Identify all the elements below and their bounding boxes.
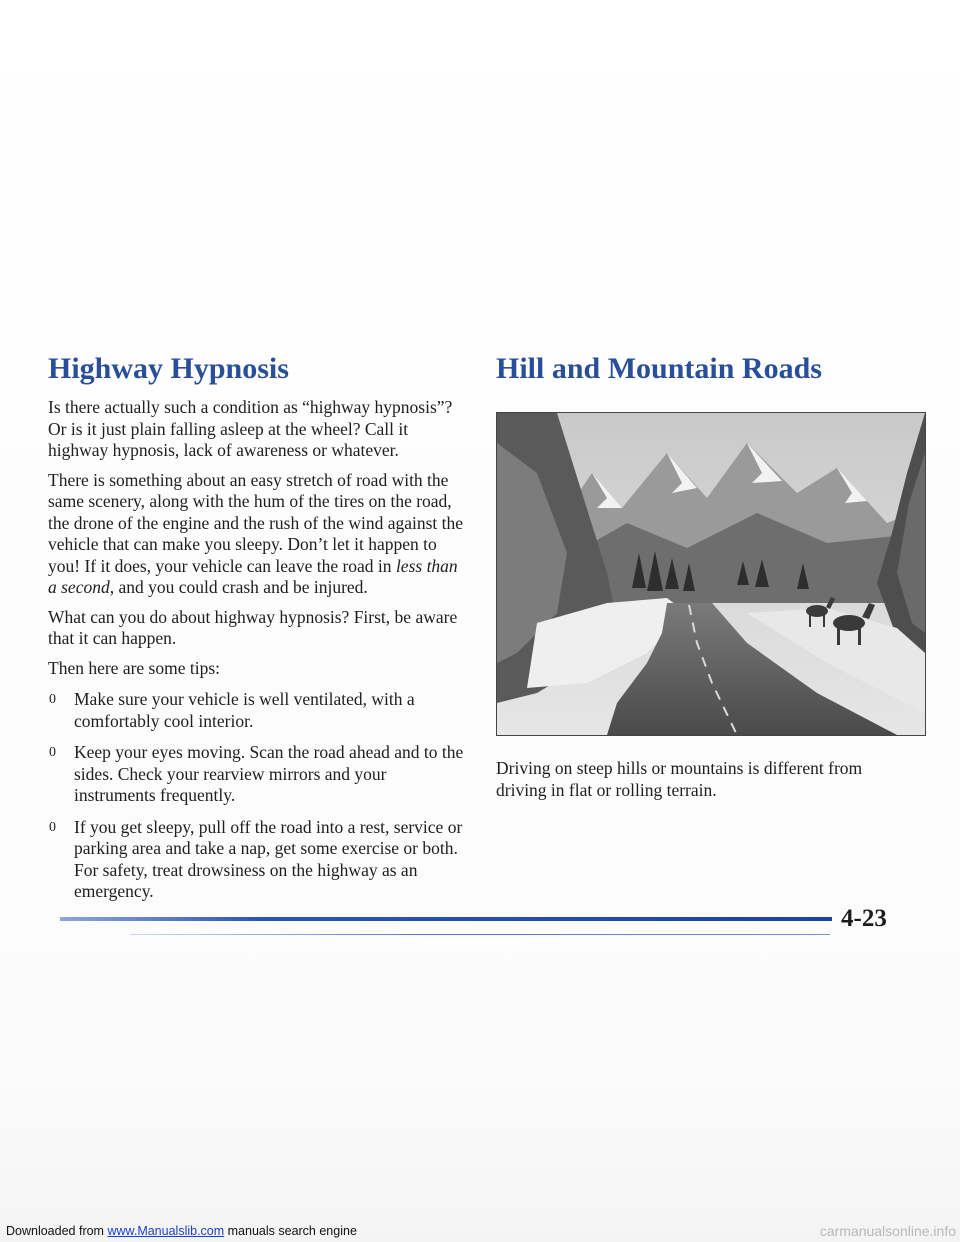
watermark-site: carmanualsonline.info: [819, 1223, 956, 1239]
watermark-downloaded-from: [6, 1221, 357, 1242]
tips-list: [48, 689, 468, 903]
scenery-paragraph-end: , and you could crash and be injured.: [109, 577, 368, 597]
highway-hypnosis-section: [48, 352, 468, 913]
list-item: [48, 689, 468, 732]
footer-rule-secondary: [130, 934, 830, 935]
manualslib-link[interactable]: www.Manualslib.com: [107, 1224, 225, 1238]
emphasis-less-than-a-second: less than a second: [48, 555, 458, 597]
awareness-paragraph: What can you do about highway hypnosis? First, be aware that it can happen.: [48, 606, 458, 648]
watermark-bar: [0, 1221, 960, 1242]
hill-mountain-section: [496, 352, 926, 801]
tip-text: Make sure your vehicle is well ventilated, with a comfortably cool interior.: [74, 689, 415, 731]
hill-mountain-caption: Driving on steep hills or mountains is different from driving in flat or rolling terrain.: [496, 758, 863, 800]
list-item: [48, 742, 468, 807]
section-title-hill-mountain-roads: Hill and Mountain Roads: [496, 352, 822, 385]
bullet-marker: 0: [49, 745, 56, 760]
list-item: [48, 817, 468, 903]
mountain-road-illustration: [496, 412, 926, 736]
watermark-suffix: manuals search engine: [224, 1224, 357, 1238]
page-number: 4-23: [841, 905, 887, 932]
bullet-marker: 0: [49, 692, 56, 707]
section-title-highway-hypnosis: Highway Hypnosis: [48, 352, 289, 385]
scenery-paragraph-start: There is something about an easy stretch of road with the same scenery, along with the hum of the tires on the road, the drone of the engine and the rush of the wind against the vehicle that can make you sleepy. Don’t let it happen to you! If it does, your vehicle can leave the road in: [48, 469, 464, 576]
watermark-prefix: Downloaded from: [6, 1224, 108, 1238]
tips-intro-paragraph: Then here are some tips:: [48, 657, 221, 678]
intro-paragraph: Is there actually such a condition as “highway hypnosis”? Or is it just plain falling asleep at the wheel? Call it highway hypnosis, lack of awareness or whatever.: [48, 397, 453, 460]
footer-rule: [60, 917, 832, 921]
bullet-marker: 0: [49, 819, 56, 835]
scenery-paragraph: [48, 470, 468, 599]
tip-text: If you get sleepy, pull off the road into a rest, service or parking area and take a nap, get some exercise or both. For safety, treat drowsiness on the highway as an emergency.: [74, 816, 463, 901]
tip-text: Keep your eyes moving. Scan the road ahead and to the sides. Check your rearview mirrors and your instruments frequently.: [74, 742, 464, 805]
